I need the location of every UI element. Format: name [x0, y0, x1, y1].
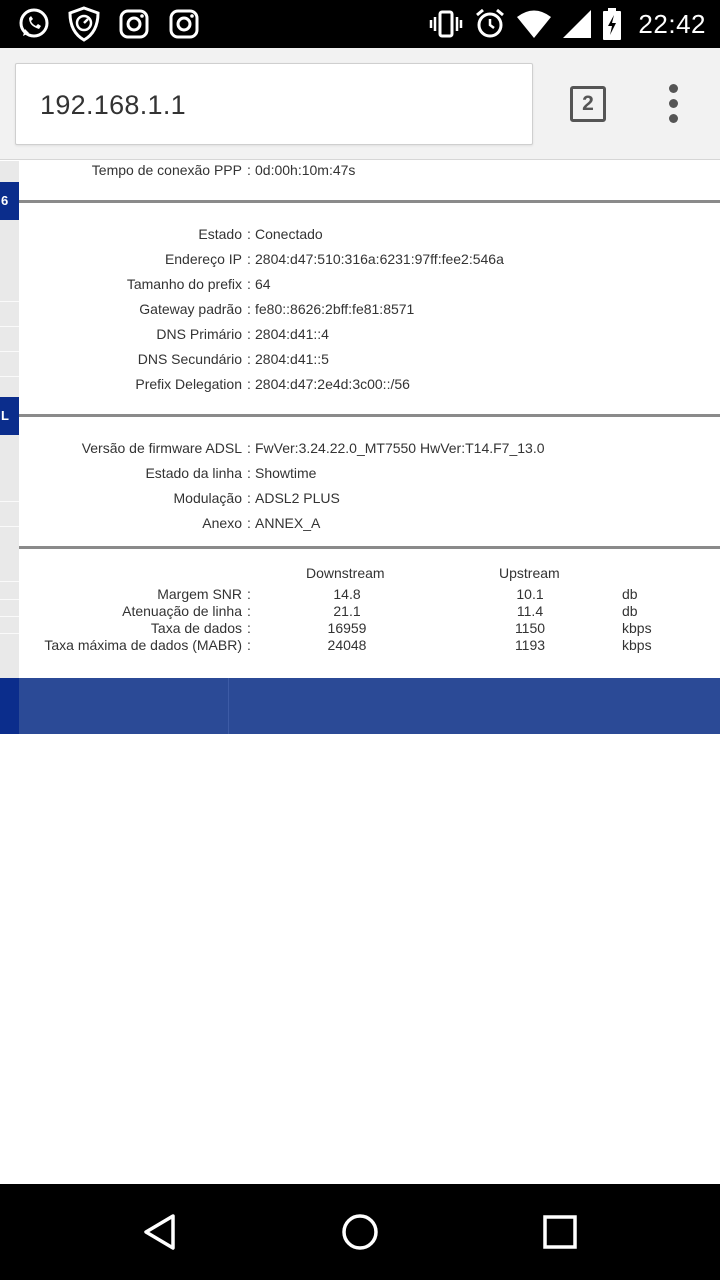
stats-row: [19, 586, 720, 603]
row-value: 2804:d41::4: [255, 326, 329, 342]
row-value: fe80::8626:2bff:fe81:8571: [255, 301, 415, 317]
colon-separator: :: [247, 603, 251, 619]
alarm-icon: [474, 8, 506, 40]
row-value: 64: [255, 276, 271, 292]
battery-charging-icon: [602, 8, 622, 40]
stats-row: [19, 620, 720, 637]
info-row: [19, 226, 720, 251]
info-row: [19, 515, 720, 540]
row-label: Tamanho do prefix: [126, 276, 242, 292]
colon-separator: :: [247, 376, 251, 392]
stats-label: Taxa de dados: [150, 620, 242, 636]
colon-separator: :: [247, 465, 251, 481]
unit-label: db: [622, 603, 638, 619]
row-label: Endereço IP: [164, 251, 242, 267]
footer-left-block: [0, 678, 19, 734]
downstream-value: 24048: [327, 637, 367, 653]
colon-separator: :: [247, 490, 251, 506]
row-label: Anexo: [202, 515, 242, 531]
row-label: Modulação: [173, 490, 242, 506]
colon-separator: :: [247, 326, 251, 342]
info-row: [19, 276, 720, 301]
info-row: [19, 326, 720, 351]
recents-icon[interactable]: [540, 1212, 580, 1252]
colon-separator: :: [247, 251, 251, 267]
upstream-value: 11.4: [516, 603, 544, 619]
row-value: Conectado: [255, 226, 323, 242]
downstream-value: 14.8: [333, 586, 361, 602]
vibrate-icon: [428, 9, 464, 39]
router-status-page: [0, 161, 720, 1184]
colon-separator: :: [247, 276, 251, 292]
row-value: 2804:d41::5: [255, 351, 329, 367]
info-row: [19, 301, 720, 326]
colon-separator: :: [247, 620, 251, 636]
section-divider: [19, 546, 720, 549]
system-nav-bar: [0, 1184, 720, 1280]
section-divider: [19, 414, 720, 417]
page-footer-bar: [0, 678, 720, 734]
section-divider: [19, 200, 720, 203]
unit-label: kbps: [622, 637, 652, 653]
url-text[interactable]: 192.168.1.1: [40, 90, 186, 120]
stats-row: [19, 637, 720, 654]
url-bar[interactable]: [15, 63, 533, 145]
row-value: Showtime: [255, 465, 317, 481]
status-clock: 22:42: [638, 8, 706, 39]
colon-separator: :: [247, 351, 251, 367]
colon-separator: :: [247, 162, 251, 178]
wifi-icon: [516, 9, 552, 39]
info-row: [19, 440, 720, 465]
info-row: [19, 251, 720, 276]
row-value: 2804:d47:2e4d:3c00::/56: [255, 376, 410, 392]
row-label: Estado: [198, 226, 242, 242]
downstream-value: 21.1: [333, 603, 361, 619]
overflow-menu-icon[interactable]: [664, 84, 684, 124]
row-label: Prefix Delegation: [135, 376, 242, 392]
row-value: ADSL2 PLUS: [255, 490, 340, 506]
row-label: Gateway padrão: [139, 301, 242, 317]
unit-label: kbps: [622, 620, 652, 636]
footer-divider: [228, 678, 229, 734]
upstream-value: 1193: [514, 637, 546, 653]
upstream-value: 10.1: [516, 586, 544, 602]
stats-label: Taxa máxima de dados (MABR): [44, 637, 242, 653]
row-label: Tempo de conexão PPP: [91, 162, 242, 178]
upstream-header: Upstream: [499, 565, 560, 581]
colon-separator: :: [247, 637, 251, 653]
info-row: [19, 376, 720, 401]
home-icon[interactable]: [340, 1212, 380, 1252]
info-row: [19, 465, 720, 490]
nav-tab-ipv6[interactable]: 6: [0, 182, 19, 220]
colon-separator: :: [247, 301, 251, 317]
row-value: ANNEX_A: [255, 515, 321, 531]
colon-separator: :: [247, 226, 251, 242]
whatsapp-icon: [16, 6, 52, 42]
colon-separator: :: [247, 586, 251, 602]
nav-tab-adsl[interactable]: L: [0, 397, 19, 435]
downstream-header: Downstream: [306, 565, 385, 581]
row-value: 2804:d47:510:316a:6231:97ff:fee2:546a: [255, 251, 504, 267]
unit-label: db: [622, 586, 638, 602]
stats-row: [19, 603, 720, 620]
shield-app-icon: [66, 6, 102, 42]
row-value: FwVer:3.24.22.0_MT7550 HwVer:T14.F7_13.0: [255, 440, 545, 456]
status-bar: [0, 0, 720, 48]
upstream-value: 1150: [514, 620, 546, 636]
instagram-icon: [166, 6, 202, 42]
info-row: [19, 490, 720, 515]
downstream-value: 16959: [327, 620, 367, 636]
stats-label: Atenuação de linha: [122, 603, 242, 619]
row-label: DNS Primário: [156, 326, 242, 342]
instagram-icon: [116, 6, 152, 42]
cell-signal-icon: [562, 9, 592, 39]
row-label: Versão de firmware ADSL: [81, 440, 242, 456]
row-label: DNS Secundário: [137, 351, 242, 367]
tab-switcher-button[interactable]: 2: [570, 86, 606, 122]
browser-toolbar: [0, 48, 720, 160]
info-row-ppp-time: [19, 162, 720, 187]
stats-label: Margem SNR: [157, 586, 242, 602]
colon-separator: :: [247, 440, 251, 456]
row-label: Estado da linha: [145, 465, 242, 481]
colon-separator: :: [247, 515, 251, 531]
back-icon[interactable]: [140, 1212, 180, 1252]
row-value: 0d:00h:10m:47s: [255, 162, 356, 178]
info-row: [19, 351, 720, 376]
